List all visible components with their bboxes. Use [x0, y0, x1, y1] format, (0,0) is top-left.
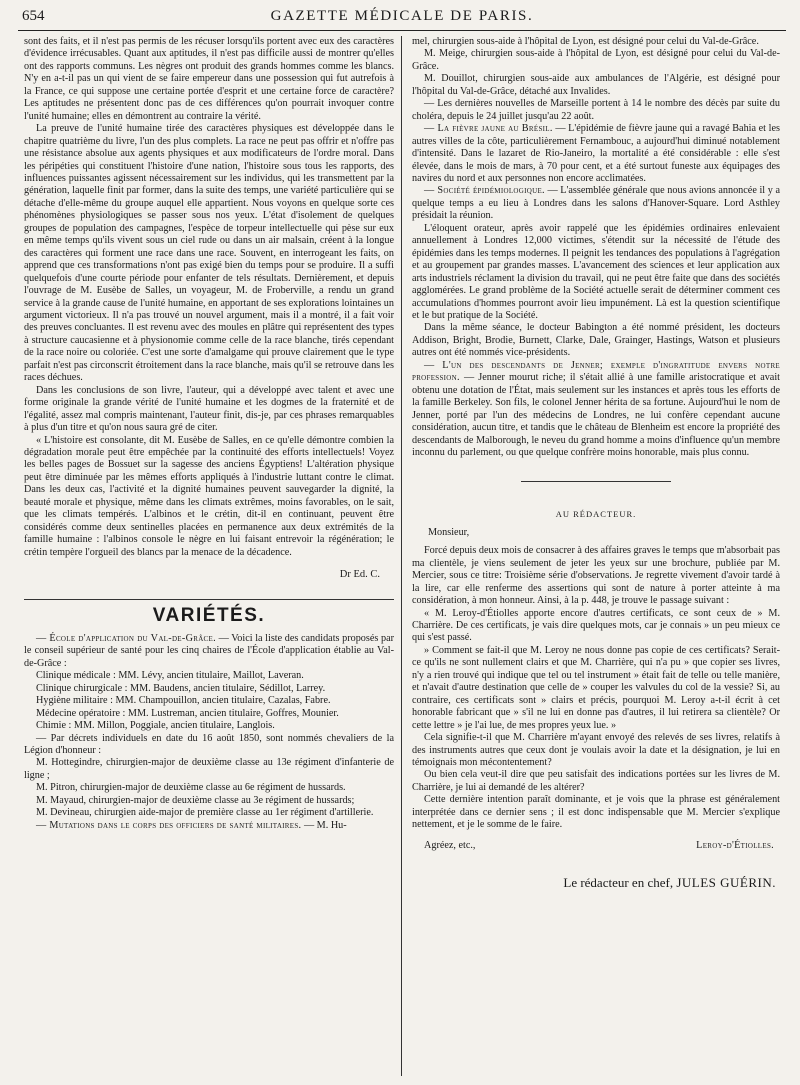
item-text: — L'assemblée générale que nous avions annoncée il y a quelque temps a eu lieu à Londres dans les salons d'Hanover-Square. Lord Asthley présidait la réunion.	[412, 185, 780, 222]
list-item: M. Pitron, chirurgien-major de deuxième classe au 6e régiment de hussards.	[36, 782, 346, 794]
letter-paragraph: Cette dernière intention paraît dominante, et je vois que la phrase est généralement interprétée dans ce dernier sens ; il est donc indispensable que M. Mercier s'explique nettement, et je le somme de le faire.	[412, 794, 780, 831]
separator-rule	[521, 481, 671, 482]
letter-paragraph: Cela signifie-t-il que M. Charrière m'ayant envoyé des relevés de ses livres, relatifs à des instruments autres que ceux dont je voulais avoir la date et la désignation, je lui en témoignais mon mécontentement?	[412, 732, 780, 769]
list-item: M. Hottegindre, chirurgien-major de deuxième classe au 13e régiment d'infanterie de ligne ;	[24, 757, 394, 781]
editor-name: JULES GUÉRIN.	[676, 874, 776, 890]
news-item-fievre	[412, 123, 780, 185]
letter-quotation: » Comment se fait-il que M. Leroy ne nous donne pas copie de ces certificats? Serait-ce qu'ils ne sont nullement clairs et que M. Charrière, qui n'a pu » que copier ses livres, n'y a rien trouvé qui indique que tel ou tel instrument » était fait de telle ou telle manière, et n'avait d'autre destination que celle de » couper les valvules du col de la vessie? Si, au contraire, ces certificats sont » clairs et précis, pourquoi M. Leroy a-t-il écrit à cet honorable fabricant que » s'il ne lui en donne pas d'autres, il lui retirera sa clientèle? Or cette lettre » je l'ai lue, de mes propres yeux lue. »	[412, 644, 780, 731]
paragraph: sont des faits, et il n'est pas permis de les récuser lorsqu'ils portent avec eux des caractères d'évidence irrécusables. Quant aux aptitudes, il n'est pas difficile aussi de montrer qu'elles ont des rapports communs. Les nègres ont produit des grands hommes comme les blancs. N'y en a-t-il pas un qui vient de se faire empereur dans une possession qui fut autrefois à la France, ce qui suppose une certaine portée d'esprit et une certaine force de caractère? Les aptitudes ne présentent donc pas de ces différences qu'on pourrait invoquer contre l'unité humaine; elles en démontrent au contraire la vérité.	[24, 36, 394, 122]
item-text: — Voici la liste des candidats proposés par le conseil supérieur de santé pour les cinq chaires de l'École d'application établie au Val-de-Grâce :	[24, 632, 394, 669]
quotation-paragraph: « L'histoire est consolante, dit M. Eusèbe de Salles, en ce qu'elle démontre combien la dégradation morale peut être empêchée par la continuité des efforts intellectuels! Voyez les belles pages de Bossuet sur la sagesse des anciens Égyptiens! L'altération physique peut être diminuée par les mêmes efforts appliqués à l'industrie luttant contre le climat. Dans les deux cas, l'activité et la dignité humaines peuvent sauvegarder la dignité, la beauté morale et physique, même dans les climats extrêmes, moins favorables, on le sait, que les climats tempérés. L'albinos et le crétin, dit-il en continuant, peuvent être considérés comme deux sentinelles placées en permanence aux deux extrémités de la famille humaine : l'albinos console le nègre en lui faisant entrevoir la régénération; le crétin tempère l'orgueil des blancs par la menace de la décadence.	[24, 434, 394, 558]
page-number: 654	[22, 8, 45, 24]
letter-signature: Leroy-d'Étiolles.	[696, 840, 774, 852]
article-signature: Dr Ed. C.	[339, 569, 380, 581]
letter-paragraph: Ou bien cela veut-il dire que peu satisfait des indications portées sur les livres de M. Charrière, je lui ai demandé de les altérer?	[412, 769, 780, 793]
news-item-decrets: — Par décrets individuels en date du 16 août 1850, sont nommés chevaliers de la Légion d'honneur :	[24, 732, 394, 757]
column-divider	[401, 36, 402, 1076]
section-title: VARIÉTÉS.	[24, 599, 394, 622]
editor-label: Le rédacteur en chef,	[563, 874, 674, 890]
header-rule	[18, 30, 786, 31]
item-heading: — L'un des descendants de Jenner; exemple d'ingratitude envers notre profession.	[412, 359, 780, 384]
item-heading: — Mutations dans le corps des officiers de santé militaires.	[36, 819, 302, 831]
item-heading: — La fièvre jaune au Brésil.	[424, 123, 553, 135]
item-heading: — Société épidémiologique.	[424, 185, 545, 197]
paragraph: — Les dernières nouvelles de Marseille portent à 14 le nombre des décès par suite du choléra, depuis le 24 juillet jusqu'au 22 août.	[412, 98, 780, 122]
page-header	[18, 6, 786, 28]
list-item: Médecine opératoire : MM. Lustreman, ancien titulaire, Goffres, Mounier.	[36, 707, 339, 719]
list-item: Clinique chirurgicale : MM. Baudens, ancien titulaire, Sédillot, Larrey.	[36, 682, 326, 694]
item-text: — M. Hu-	[301, 819, 347, 831]
item-heading: — École d'application du Val-de-Grâce.	[36, 632, 216, 644]
list-item: Hygiène militaire : MM. Champouillon, ancien titulaire, Cazalas, Fabre.	[36, 695, 331, 707]
letter-heading: AU RÉDACTEUR.	[555, 509, 637, 520]
letter-quotation: « M. Leroy-d'Étiolles apporte encore d'autres certificats, ce sont ceux de » M. Charrière. De ces certificats, je vais dire quelques mots, car je connais » un peu mieux ce qui s'est passé.	[412, 607, 780, 644]
journal-title: GAZETTE MÉDICALE DE PARIS.	[270, 8, 534, 24]
news-item-jenner	[412, 360, 780, 460]
list-item: M. Mayaud, chirurgien-major de deuxième classe au 3e régiment de hussards;	[36, 794, 355, 806]
list-item: M. Devineau, chirurgien aide-major de première classe au 1er régiment d'artillerie.	[36, 807, 374, 819]
news-item-mutations	[24, 820, 394, 832]
paragraph: La preuve de l'unité humaine tirée des caractères physiques est développée dans le chapitre quatrième du livre, l'un des plus complets. La race ne peut pas offrir et n'offre pas une résistance absolue aux agents physiques et aux modificateurs de l'ordre moral. Dans les péripéties qui constituent l'histoire d'une nation, l'histoire sous tous les rapports, des influences puissantes agissent nécessairement sur les individus, qui les transmettent par la génération, laquelle finit par former, dans la suite des temps, une variété particulière qui se détache d'elle-même du groupe auquel elle appartient. Nous voyons en quelque sorte ces phénomènes physiologiques se passer sous nos yeux. L'état d'isolement de quelques groupes de population des campagnes, l'espèce de torpeur intellectuelle qui pèse sur eux en même temps qu'ils vivent sous un ciel rude ou dans un air malsain, créent à la longue des caractères qui forment une race dans une race. Souvent, en interrogeant les faits, on apprend que ces transformations n'ont pas exigé bien du temps pour se produire. Il a suffi quelquefois d'une courte période pour enfanter de tels résultats. Dernièrement, et depuis l'ouvrage de M. Eusèbe de Salles, un voyageur, M. de Froberville, a rendu un grand service à la grande cause de l'unité humaine, en apportant de ses explorations lointaines un argument victorieux. Il n'a pas trouvé un nouvel argument, mais il a montré, il a fait voir des preuves concluantes. Il est revenu avec des moules en plâtre qui représentent des types à structure caucasienne et à physionomie comme celle de la race blanche, tirés cependant de la race noire ou coloriée. C'est une sorte d'amalgame qui prouve clairement que le type parfait n'est pas circonscrit étroitement dans la race blanche, mais qu'il se retrouve dans les races déchues.	[24, 123, 394, 384]
left-column	[24, 36, 394, 832]
paragraph: mel, chirurgien sous-aide à l'hôpital de Lyon, est désigné pour celui du Val-de-Grâce.	[412, 36, 759, 47]
item-text: — Jenner mourut riche; il s'était allié à une famille aristocratique et avait obtenu une dotation de l'État, mais seulement sur les instances et après tous les efforts de la famille Berkeley. Son fils, le colonel Jenner hérita de sa fortune. Aujourd'hui le nom de Jenner, porté par l'un des médecins de Londres, ne lui confère cependant aucune considération, aucun titre, et tandis que le château de Blenheim est encore la propriété des descendants de Malborough, le neveu du grand homme a moins d'influence qu'un membre inconnu du parlement, ou que quelque confrère moins honorable, mais plus connu.	[412, 372, 780, 458]
paragraph: M. Meige, chirurgien sous-aide à l'hôpital de Lyon, est désigné pour celui du Val-de-Grâce.	[412, 48, 780, 72]
paragraph: M. Douillot, chirurgien sous-aide aux ambulances de l'Algérie, est désigné pour l'hôpital du Val-de-Grâce, détaché aux Invalides.	[412, 73, 780, 97]
letter-closing: Agréez, etc.,	[424, 839, 476, 851]
right-column	[412, 36, 780, 889]
paragraph: Dans les conclusions de son livre, l'auteur, qui a développé avec talent et avec une forme originale la grande vérité de l'unité humaine et les dogmes de la fraternité et de l'égalité, assez mal compris maintenant, l'auteur finit, dis-je, par ces phrases remarquables à plus d'un titre et qu'on nous saura gré de citer.	[24, 384, 394, 434]
paragraph: L'éloquent orateur, après avoir rappelé que les épidémies ordinaires enlevaient annuellement à Londres 12,000 victimes, s'étendit sur la nécessité de l'étude des épidémies dans les temps modernes. Il peignit les tendances des populations à l'agrégation et au groupement par grandes masses. L'avancement des sciences et leur application aux arts industriels réclament la division du travail, qui ne peut être faite que dans des sociétés agglomérées. Le grand problème de la Société actuelle serait de déterminer comment ces accumulations d'hommes pourront avoir lieu impunément. Là est la question scientifique et le but pratique de la Société.	[412, 222, 780, 321]
item-text: — L'épidémie de fièvre jaune qui a ravagé Bahia et les autres villes de la côte, particulièrement Fernambouc, a aujourd'hui diminué notablement d'intensité. Dans le lazaret de Rio-Janeiro, la mortalité a été considérable : elle s'est élevée, dans le mois de mars, à 70 pour cent, et a été surtout funeste aux équipages des navires du nord et aux personnes non encore acclimatées.	[412, 123, 780, 184]
paragraph: Dans la même séance, le docteur Babington a été nommé président, les docteurs Addison, Bright, Brodie, Burnett, Clarke, Dale, Grainger, Hastings, Watson et plusieurs autres ont été nommés vice-présidents.	[412, 322, 780, 359]
news-item-societe	[412, 185, 780, 222]
list-item: Chimie : MM. Millon, Poggiale, ancien titulaire, Langlois.	[36, 720, 275, 732]
editor-signature	[412, 874, 776, 890]
letter-salutation: Monsieur,	[428, 526, 470, 538]
news-item-ecole	[24, 633, 394, 670]
list-item: Clinique médicale : MM. Lévy, ancien titulaire, Maillot, Laveran.	[36, 670, 304, 682]
letter-paragraph: Forcé depuis deux mois de consacrer à des affaires graves le temps que m'absorbait pas ma clientèle, je viens seulement de jeter les yeux sur une brochure, publiée par M. Mercier, sous ce titre: Troisième série d'observations. Je regrette vivement d'avoir tardé à la lire, car elle renferme des assertions qui sont de nature à porter atteinte à ma considération, à mon honneur. Ainsi, à la p. 448, je trouve le passage suivant :	[412, 545, 780, 607]
